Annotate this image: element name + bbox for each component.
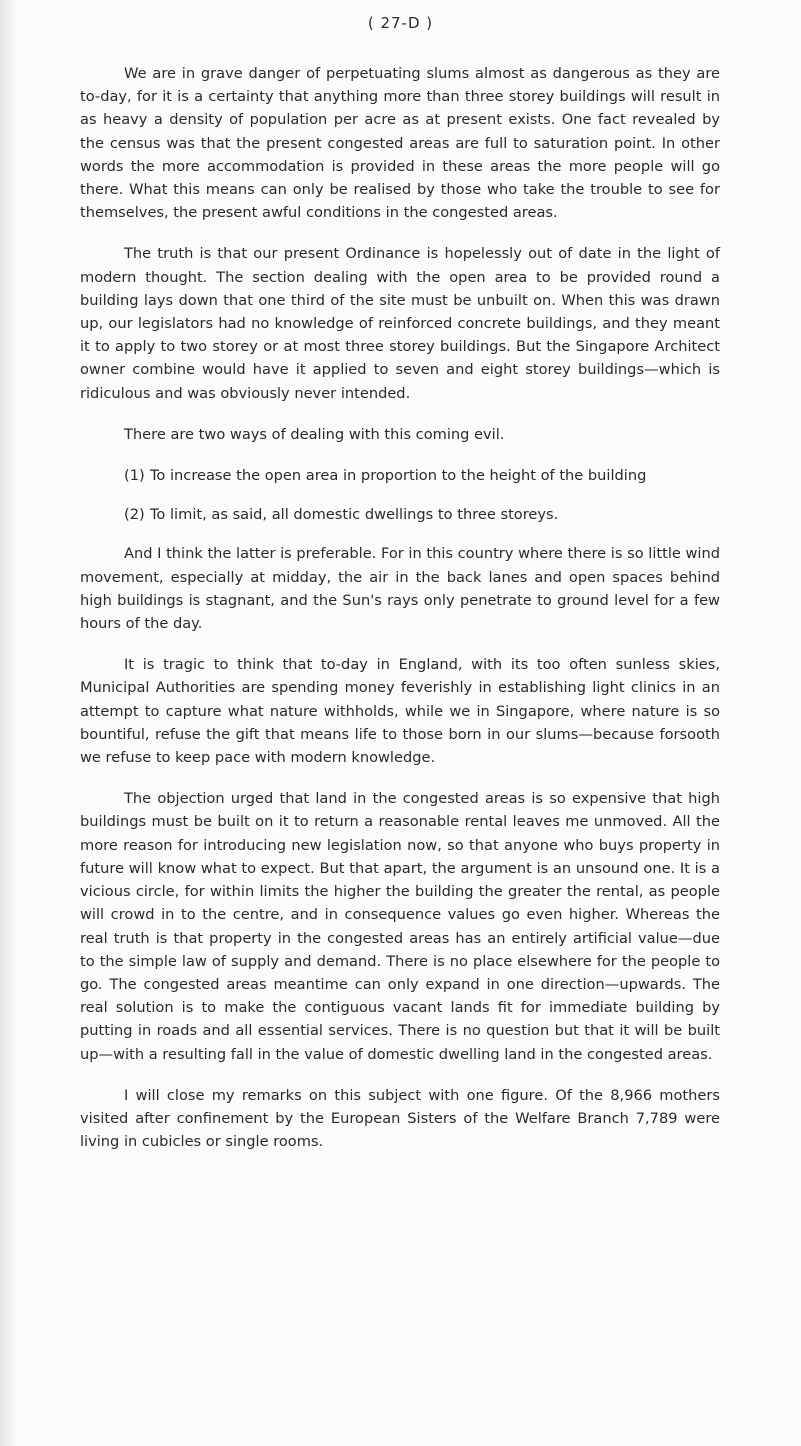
list-item-text: To limit, as said, all domestic dwellings to three storeys. bbox=[150, 506, 559, 524]
paragraph-7: I will close my remarks on this subject with one figure. Of the 8,966 mothers visited after confinement by the European Sisters of the Welfare Branch 7,789 were living in cubicles or single rooms. bbox=[80, 1086, 720, 1151]
list-item-2 bbox=[80, 503, 720, 526]
paragraph-6: The objection urged that land in the congested areas is so expensive that high buildings must be built on it to return a reasonable rental leaves me unmoved. All the more reason for introducing new legislation now, so that anyone who buys property in future will know what to expect. But that apart, the argument is an unsound one. It is a vicious circle, for within limits the higher the building the greater the rental, as people will crowd in to the centre, and in consequence values go even higher. Whereas the real truth is that property in the congested areas has an entirely artificial value—due to the simple law of supply and demand. There is no place elsewhere for the people to go. The congested areas meantime can only expand in one direction—upwards. The real solution is to make the contiguous vacant lands fit for immediate building by putting in roads and all essential services. There is no question but that it will be built up—with a resulting fall in the value of domestic dwelling land in the congested areas. bbox=[80, 790, 720, 1063]
paragraph-4: And I think the latter is preferable. For in this country where there is so little wind movement, especially at midday, the air in the back lanes and open spaces behind high buildings is stagnant, and the Sun's rays only penetrate to ground level for a few hours of the day. bbox=[80, 545, 720, 633]
body-text bbox=[80, 62, 720, 1171]
list-item-text: To increase the open area in proportion to the height of the building bbox=[150, 467, 647, 485]
paragraph-5: It is tragic to think that to-day in England, with its too often sunless skies, Municipal Authorities are spending money feverishly in establishing light clinics in an attempt to capture what nature withholds, while we in Singapore, where nature is so bountiful, refuse the gift that means life to those born in our slums—because forsooth we refuse to keep pace with modern knowledge. bbox=[80, 656, 720, 767]
paragraph-2: The truth is that our present Ordinance is hopelessly out of date in the light of modern thought. The section dealing with the open area to be provided round a building lays down that one third of the site must be unbuilt on. When this was drawn up, our legislators had no knowledge of reinforced concrete buildings, and they meant it to apply to two storey or at most three storey buildings. But the Singapore Architect owner combine would have it applied to seven and eight storey buildings—which is ridiculous and was obviously never intended. bbox=[80, 245, 720, 402]
paragraph-1: We are in grave danger of perpetuating slums almost as dangerous as they are to-day, for it is a certainty that anything more than three storey buildings will result in as heavy a density of population per acre as at present exists. One fact revealed by the census was that the present congested areas are full to saturation point. In other words the more accommodation is provided in these areas the more people will go there. What this means can only be realised by those who take the trouble to see for themselves, the present awful conditions in the congested areas. bbox=[80, 65, 720, 222]
list-item-1 bbox=[80, 464, 720, 487]
list-item-number: (1) bbox=[124, 467, 145, 485]
page-number: ( 27-D ) bbox=[367, 14, 434, 32]
list-item-number: (2) bbox=[124, 506, 145, 524]
paragraph-3: There are two ways of dealing with this coming evil. bbox=[124, 425, 505, 443]
page-edge-shadow bbox=[0, 0, 18, 1446]
